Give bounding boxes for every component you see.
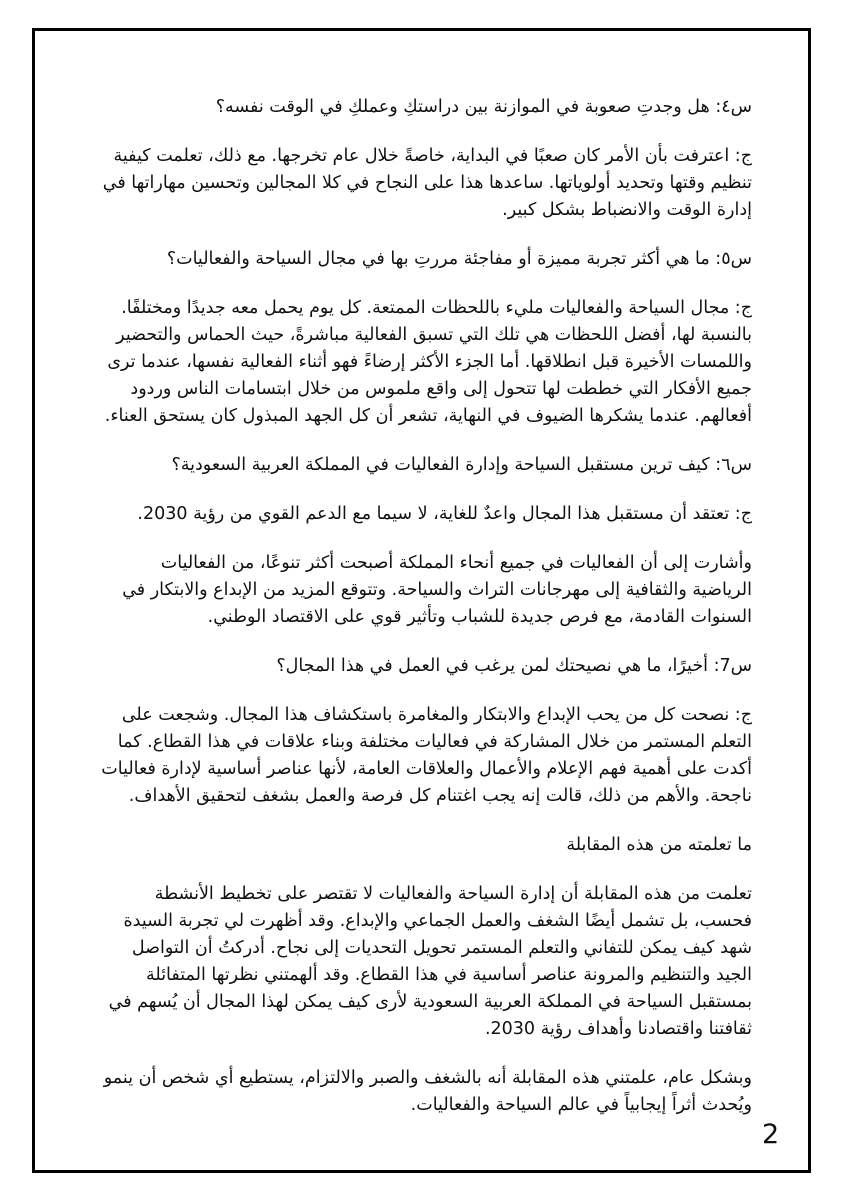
answer-6: ج: تعتقد أن مستقبل هذا المجال واعدٌ للغاية، لا سيما مع الدعم القوي من رؤية 2030. [137, 504, 752, 524]
question-7: س7: أخيرًا، ما هي نصيحتك لمن يرغب في العمل في هذا المجال؟ [276, 656, 752, 676]
reflection-paragraph: تعلمت من هذه المقابلة أن إدارة السياحة والفعاليات لا تقتصر على تخطيط الأنشطة فحسب، بل تشمل أيضًا الشغف والعمل الجماعي والإبداع. وقد أظهرت لي تجربة السيدة شهد كيف يمكن للتفاني والتعلم المستمر تحويل التحديات إلى نجاح. أدركتُ أن التواصل الجيد والتنظيم والمرونة عناصر أساسية في هذا القطاع. وقد ألهمتني نظرتها المتفائلة بمستقبل السياحة في المملكة العربية السعودية لأرى كيف يمكن لهذا المجال أن يُسهم في ثقافتنا واقتصادنا وأهداف رؤية 2030. [108, 884, 752, 1039]
question-5: س٥: ما هي أكثر تجربة مميزة أو مفاجئة مررتِ بها في مجال السياحة والفعاليات؟ [166, 249, 752, 269]
section-heading: ما تعلمته من هذه المقابلة [566, 835, 752, 855]
question-6: س٦: كيف ترين مستقبل السياحة وإدارة الفعاليات في المملكة العربية السعودية؟ [171, 455, 752, 475]
answer-7: ج: نصحت كل من يحب الإبداع والابتكار والمغامرة باستكشاف هذا المجال. وشجعت على التعلم المستمر من خلال المشاركة في فعاليات مختلفة وبناء علاقات في هذا القطاع. كما أكدت على أهمية فهم الإعلام والأعمال والعلاقات العامة، لأنها عناصر أساسية لإدارة فعاليات ناجحة. والأهم من ذلك، قالت إنه يجب اغتنام كل فرصة والعمل بشغف لتحقيق الأهداف. [101, 705, 752, 806]
question-4: س٤: هل وجدتِ صعوبة في الموازنة بين دراستكِ وعملكِ في الوقت نفسه؟ [215, 97, 752, 117]
answer-6-continued: وأشارت إلى أن الفعاليات في جميع أنحاء المملكة أصبحت أكثر تنوعًا، من الفعاليات الرياضية والثقافية إلى مهرجانات التراث والسياحة. وتتوقع المزيد من الإبداع والابتكار في السنوات القادمة، مع فرص جديدة للشباب وتأثير قوي على الاقتصاد الوطني. [122, 553, 752, 627]
answer-5: ج: مجال السياحة والفعاليات مليء باللحظات الممتعة. كل يوم يحمل معه جديدًا ومختلفًا. بالنسبة لها، أفضل اللحظات هي تلك التي تسبق الفعالية مباشرةً، حيث الحماس والتحضير واللمسات الأخيرة قبل انطلاقها. أما الجزء الأكثر إرضاءً فهو أثناء الفعالية نفسها، عندما ترى جميع الأفكار التي خططت لها تتحول إلى واقع ملموس من خلال ابتسامات الناس وردود أفعالهم. عندما يشكرها الضيوف في النهاية، تشعر أن كل الجهد المبذول كان يستحق العناء. [104, 298, 752, 426]
answer-4: ج: اعترفت بأن الأمر كان صعبًا في البداية، خاصةً خلال عام تخرجها. مع ذلك، تعلمت كيفية تنظيم وقتها وتحديد أولوياتها. ساعدها هذا على النجاح في كلا المجالين وتحسين مهاراتها في إدارة الوقت والانضباط بشكل كبير. [102, 146, 752, 220]
conclusion-paragraph: وبشكل عام، علمتني هذه المقابلة أنه بالشغف والصبر والالتزام، يستطيع أي شخص أن ينمو ويُحدث أثراً إيجابياً في عالم السياحة والفعاليات. [103, 1068, 752, 1115]
document-body [96, 94, 752, 1141]
page-number: 2 [762, 1119, 780, 1150]
